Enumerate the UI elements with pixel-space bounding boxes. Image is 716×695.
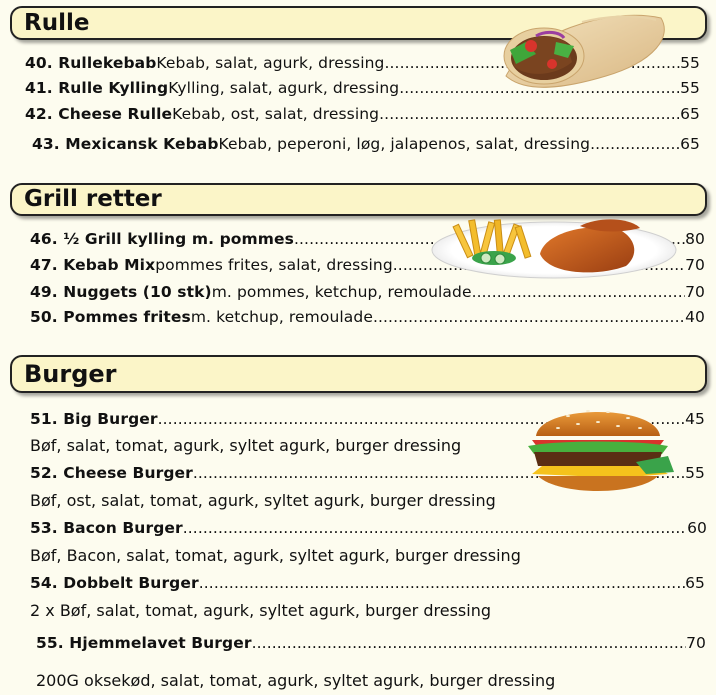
leader-dots — [373, 308, 685, 326]
leader-dots — [590, 135, 680, 153]
item-name: 50. Pommes frites — [30, 308, 191, 326]
section-header-burger — [10, 355, 707, 393]
item-name: 40. Rullekebab — [25, 54, 157, 72]
section-title-burger: Burger — [24, 360, 117, 388]
menu-item-53 — [30, 519, 707, 537]
item-name: 49. Nuggets (10 stk) — [30, 283, 212, 301]
leader-dots — [252, 634, 686, 652]
item-price: 45 — [685, 410, 705, 428]
item-price: 65 — [685, 574, 705, 592]
item-price: 55 — [680, 79, 700, 97]
item-desc: pommes frites, salat, dressing — [155, 256, 393, 274]
menu-item-49 — [30, 283, 705, 301]
item-desc: Kylling, salat, agurk, dressing — [168, 79, 400, 97]
item-price: 55 — [680, 54, 700, 72]
item-name: 46. ½ Grill kylling m. pommes — [30, 230, 294, 248]
item-desc: m. ketchup, remoulade — [190, 308, 373, 326]
burger-image — [518, 396, 678, 500]
item-name: 42. Cheese Rulle — [25, 105, 173, 123]
item-details: Bøf, ost, salat, tomat, agurk, syltet agurk, burger dressing — [30, 491, 496, 510]
section-header-grill — [10, 183, 707, 216]
wrap-image — [486, 6, 672, 94]
item-name: 52. Cheese Burger — [30, 464, 193, 482]
item-desc: Kebab, peperoni, løg, jalapenos, salat, dressing — [218, 135, 591, 153]
menu-item-50 — [30, 308, 705, 326]
item-price: 60 — [687, 519, 707, 537]
item-details: Bøf, Bacon, salat, tomat, agurk, syltet agurk, burger dressing — [30, 546, 521, 565]
item-name: 53. Bacon Burger — [30, 519, 183, 537]
item-desc: m. pommes, ketchup, remoulade — [211, 283, 472, 301]
item-price: 80 — [685, 230, 705, 248]
item-price: 40 — [685, 308, 705, 326]
item-desc: Kebab, ost, salat, dressing — [172, 105, 380, 123]
item-price: 65 — [680, 105, 700, 123]
item-name: 55. Hjemmelavet Burger — [36, 634, 252, 652]
item-name: 54. Dobbelt Burger — [30, 574, 199, 592]
menu-item-42 — [25, 105, 700, 123]
item-name: 51. Big Burger — [30, 410, 158, 428]
item-name: 47. Kebab Mix — [30, 256, 156, 274]
section-title-grill: Grill retter — [24, 186, 162, 212]
item-details: 2 x Bøf, salat, tomat, agurk, syltet agurk, burger dressing — [30, 601, 491, 620]
grill-plate-image — [430, 214, 678, 280]
menu-item-43 — [32, 135, 700, 153]
item-price: 70 — [686, 634, 706, 652]
item-details: 200G oksekød, salat, tomat, agurk, syltet agurk, burger dressing — [36, 671, 556, 690]
item-details: Bøf, salat, tomat, agurk, syltet agurk, burger dressing — [30, 436, 462, 455]
item-desc: Kebab, salat, agurk, dressing... — [156, 54, 400, 72]
menu-item-54 — [30, 574, 705, 592]
item-name: 41. Rulle Kylling — [25, 79, 169, 97]
item-price: 65 — [680, 135, 700, 153]
leader-dots — [472, 283, 685, 301]
leader-dots — [199, 574, 685, 592]
leader-dots — [379, 105, 680, 123]
section-title-rulle: Rulle — [24, 10, 90, 36]
menu-item-55 — [36, 634, 706, 652]
item-price: 70 — [685, 283, 705, 301]
item-price: 55 — [685, 464, 705, 482]
item-price: 70 — [685, 256, 705, 274]
item-name: 43. Mexicansk Kebab — [32, 135, 219, 153]
leader-dots — [183, 519, 687, 537]
